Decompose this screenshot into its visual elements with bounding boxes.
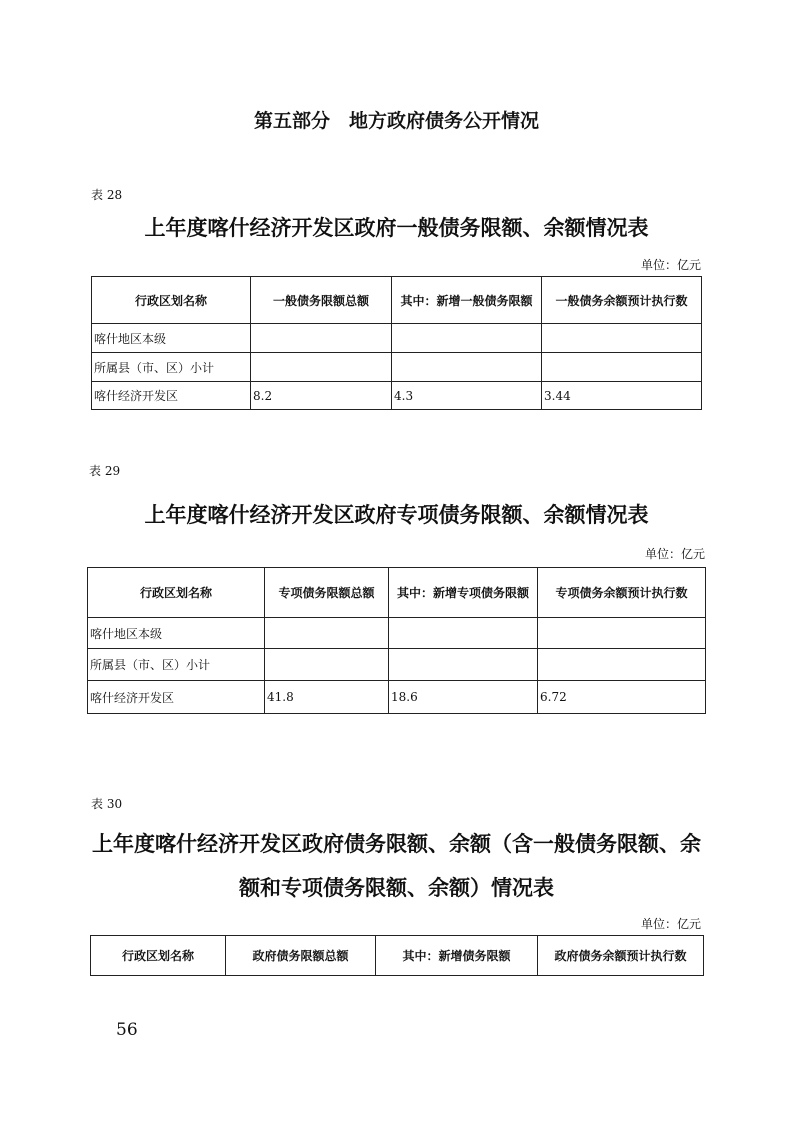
cell: 所属县（市、区）小计: [88, 649, 265, 681]
header-cell: 行政区划名称: [91, 936, 226, 976]
cell: 3.44: [542, 382, 702, 410]
cell: [538, 618, 706, 649]
cell: 所属县（市、区）小计: [92, 353, 251, 382]
table-row: [88, 681, 706, 714]
cell: 喀什经济开发区: [88, 681, 265, 714]
header-cell: 其中：新增一般债务限额: [392, 277, 542, 324]
table-row: [92, 324, 702, 353]
cell: [389, 618, 538, 649]
table-29: [87, 567, 706, 714]
table-28-label: 表 28: [91, 188, 123, 202]
cell: [389, 649, 538, 681]
table-header-row: [88, 568, 706, 618]
cell: 喀什地区本级: [92, 324, 251, 353]
table-row: [88, 649, 706, 681]
table-30-unit: 单位：亿元: [640, 917, 701, 931]
cell: [392, 324, 542, 353]
header-cell: 行政区划名称: [88, 568, 265, 618]
header-cell: 行政区划名称: [92, 277, 251, 324]
header-cell: 其中：新增专项债务限额: [389, 568, 538, 618]
header-cell: 政府债务限额总额: [226, 936, 376, 976]
header-cell: 专项债务余额预计执行数: [538, 568, 706, 618]
cell: [542, 353, 702, 382]
cell: 喀什地区本级: [88, 618, 265, 649]
page-number: 56: [116, 1020, 138, 1040]
section-title: 第五部分 地方政府债务公开情况: [253, 110, 539, 132]
table-30-title-line2: 额和专项债务限额、余额）情况表: [239, 875, 554, 900]
table-29-label: 表 29: [89, 464, 121, 478]
table-row: [92, 353, 702, 382]
cell: [542, 324, 702, 353]
cell: [251, 324, 392, 353]
cell: 18.6: [389, 681, 538, 714]
header-cell: 一般债务余额预计执行数: [542, 277, 702, 324]
header-cell: 专项债务限额总额: [265, 568, 389, 618]
table-header-row: [91, 936, 704, 976]
table-30: [90, 935, 704, 976]
table-29-unit: 单位：亿元: [644, 547, 705, 561]
cell: 4.3: [392, 382, 542, 410]
cell: 喀什经济开发区: [92, 382, 251, 410]
table-30-label: 表 30: [91, 797, 123, 811]
cell: [538, 649, 706, 681]
cell: 8.2: [251, 382, 392, 410]
cell: 6.72: [538, 681, 706, 714]
header-cell: 一般债务限额总额: [251, 277, 392, 324]
table-30-title-line1: 上年度喀什经济开发区政府债务限额、余额（含一般债务限额、余: [92, 831, 701, 856]
table-28: [91, 276, 702, 410]
table-29-title: 上年度喀什经济开发区政府专项债务限额、余额情况表: [144, 502, 649, 527]
cell: 41.8: [265, 681, 389, 714]
cell: [251, 353, 392, 382]
header-cell: 政府债务余额预计执行数: [538, 936, 704, 976]
table-row: [88, 618, 706, 649]
cell: [265, 618, 389, 649]
table-28-title: 上年度喀什经济开发区政府一般债务限额、余额情况表: [144, 215, 649, 240]
table-28-unit: 单位：亿元: [640, 258, 701, 272]
cell: [392, 353, 542, 382]
cell: [265, 649, 389, 681]
table-header-row: [92, 277, 702, 324]
table-row: [92, 382, 702, 410]
header-cell: 其中：新增债务限额: [376, 936, 538, 976]
